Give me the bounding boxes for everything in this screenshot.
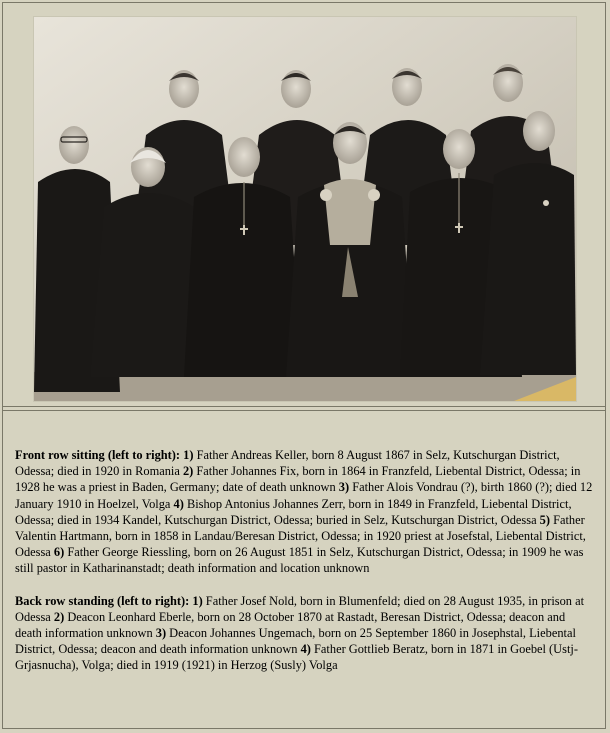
front-text-4: Bishop Antonius Johannes Zerr, born in 1849 in Franzfeld, Liebental District, Odessa; died in 1934 Kandel, Kutschurgan District, Odessa; buried in Selz, Kutschurgan District, Odessa xyxy=(15,496,572,527)
back-num-3: 3) xyxy=(155,626,167,641)
front-text-1: Father Andreas Keller, born 8 August 1867 in Selz, Kutschurgan District, Odessa; died in 1920 in Romania xyxy=(15,448,560,479)
front-num-3: 3) xyxy=(338,480,350,495)
back-row-heading: Back row standing (left to right): xyxy=(15,593,190,608)
front-text-2: Father Johannes Fix, born in 1864 in Franzfeld, Liebental District, Odessa; in 1928 he was a priest in Baden, Germany; date of death unknown xyxy=(15,464,581,495)
group-portrait-image xyxy=(34,17,576,401)
front-row-caption xyxy=(15,447,593,577)
front-num-6: 6) xyxy=(53,545,65,560)
back-text-1: Father Josef Nold, born in Blumenfeld; died on 28 August 1935, in prison at Odessa xyxy=(15,593,585,624)
back-text-2: Deacon Leonhard Eberle, born on 28 October 1870 at Rastadt, Beresan District, Odessa; deacon and death information unknown xyxy=(15,609,566,641)
front-text-3: Father Alois Vondrau (?), birth 1860 (?); died 12 January 1910 in Hoelzel, Volga xyxy=(15,480,593,511)
front-row-heading: Front row sitting (left to right): xyxy=(15,448,181,462)
front-text-6: Father George Riessling, born on 26 August 1851 in Selz, Kutschurgan District, Odessa; in 1909 he was still pastor in Katharinanstadt; death information and location unknown xyxy=(15,545,584,576)
photo-cell xyxy=(3,3,605,407)
front-num-5: 5) xyxy=(539,512,550,527)
front-text-5: Father Valentin Hartmann, born in 1858 in Landau/Beresan District, Odessa; in 1920 priest at Josefstal, Liebental District, Odessa xyxy=(15,512,586,560)
back-row-caption xyxy=(15,593,593,674)
front-num-4: 4) xyxy=(173,496,184,511)
back-num-2: 2) xyxy=(53,609,65,624)
back-num-1: 1) xyxy=(192,593,203,608)
back-text-4: Father Gottlieb Beratz, born in 1871 in Goebel (Ustj-Grjasnucha), Volga; died in 1919 (1921) in Herzog (Susly) Volga xyxy=(15,642,578,673)
caption-cell xyxy=(3,410,605,728)
back-text-3: Deacon Johannes Ungemach, born on 25 September 1860 in Josephstal, Liebental District, Odessa; deacon and death information unknown xyxy=(15,626,576,657)
back-num-4: 4) xyxy=(300,642,311,657)
front-num-2: 2) xyxy=(182,464,194,479)
front-num-1: 1) xyxy=(183,448,194,462)
photo-caption xyxy=(15,447,593,690)
